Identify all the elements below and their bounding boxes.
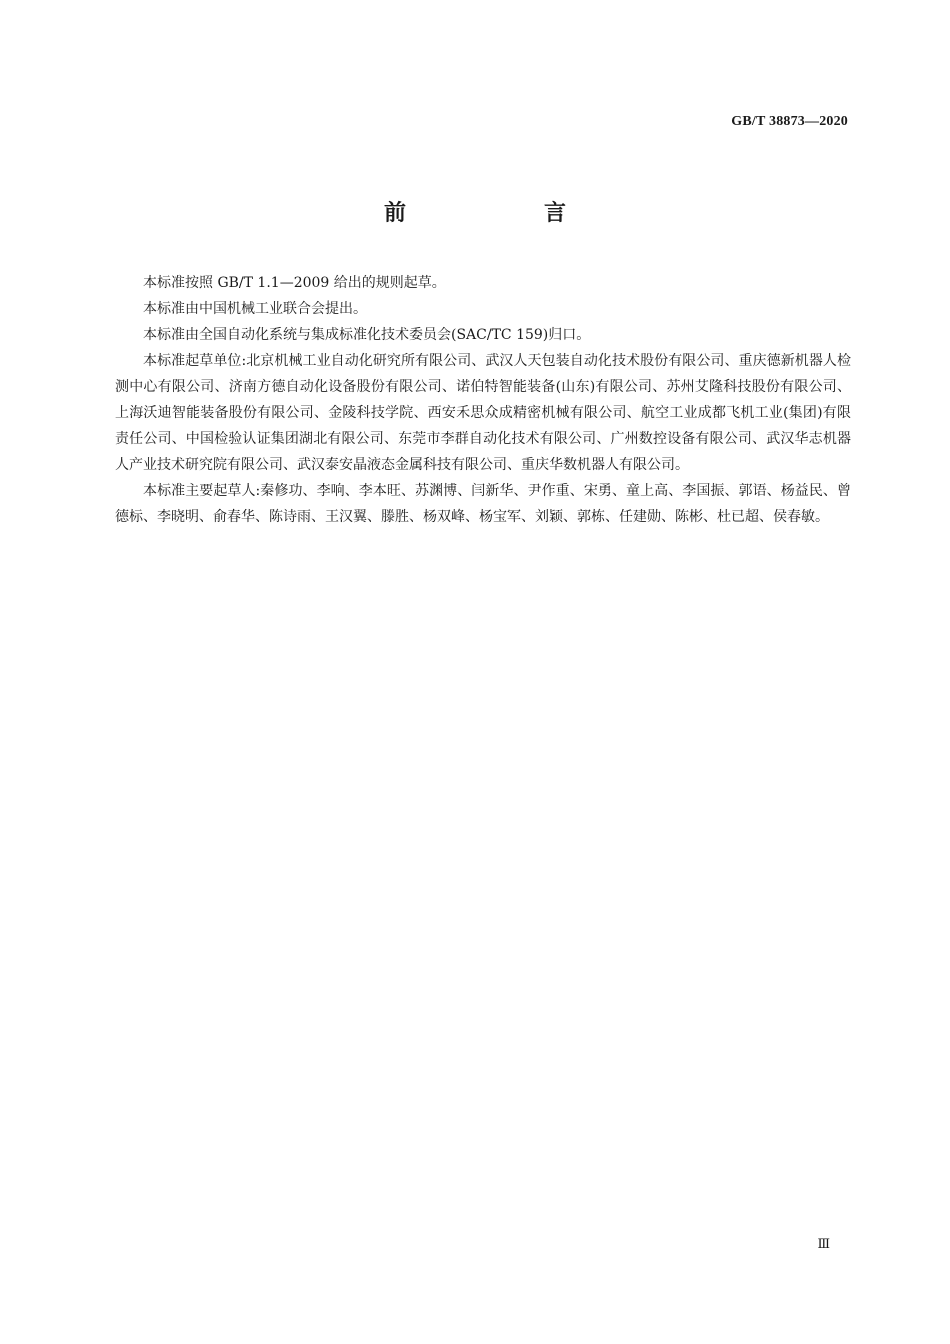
paragraph-drafters: 本标准主要起草人:秦修功、李响、李本旺、苏渊博、闫新华、尹作重、宋勇、童上高、李国振、郭语、杨益民、曾德标、李晓明、俞春华、陈诗雨、王汉翼、滕胜、杨双峰、杨宝军、刘颖、郭栋、任建勋、陈彬、杜已超、侯春敏。 (115, 483, 851, 525)
foreword-body (115, 270, 851, 530)
paragraph-drafting-rules: 本标准按照 GB/T 1.1—2009 给出的规则起草。 (143, 275, 446, 291)
standard-code: GB/T 38873—2020 (731, 114, 848, 129)
paragraph-committee: 本标准由全国自动化系统与集成标准化技术委员会(SAC/TC 159)归口。 (143, 327, 591, 343)
paragraph-proposer: 本标准由中国机械工业联合会提出。 (143, 301, 367, 317)
page-number: Ⅲ (817, 1236, 830, 1251)
paragraph-drafting-units: 本标准起草单位:北京机械工业自动化研究所有限公司、武汉人天包装自动化技术股份有限公司、重庆德新机器人检测中心有限公司、济南方德自动化设备股份有限公司、诺伯特智能装备(山东)有限公司、苏州艾隆科技股份有限公司、上海沃迪智能装备股份有限公司、金陵科技学院、西安禾思众成精密机械有限公司、航空工业成都飞机工业(集团)有限责任公司、中国检验认证集团湖北有限公司、东莞市李群自动化技术有限公司、广州数控设备有限公司、武汉华志机器人产业技术研究院有限公司、武汉泰安晶液态金属科技有限公司、重庆华数机器人有限公司。 (115, 353, 851, 473)
page-title: 前 言 (383, 201, 624, 226)
